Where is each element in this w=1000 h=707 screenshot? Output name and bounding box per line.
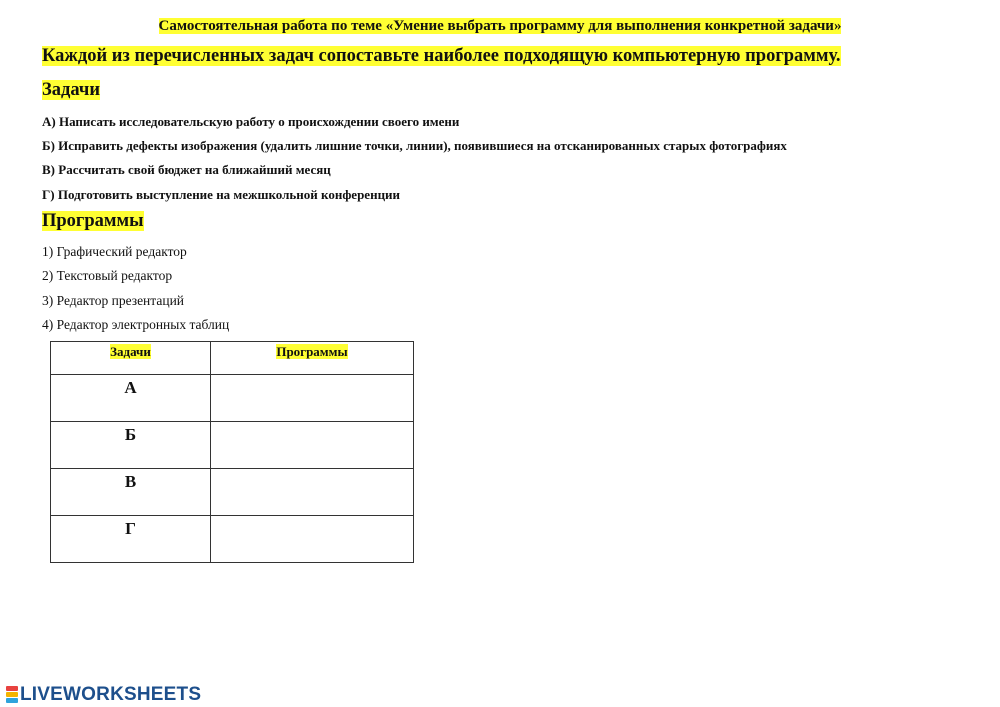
answer-cell[interactable] [211,469,414,516]
task-b: Б) Исправить дефекты изображения (удалить лишние точки, линии), появившиеся на отсканированных старых фотографиях [42,138,787,153]
program-4: 4) Редактор электронных таблиц [42,317,230,332]
row-letter: Б [51,422,211,469]
program-2: 2) Текстовый редактор [42,268,173,283]
task-a: А) Написать исследовательскую работу о происхождении своего имени [42,114,460,129]
instruction-text: Каждой из перечисленных задач сопоставьте наиболее подходящую компьютерную программу. [42,46,841,66]
answer-cell[interactable] [211,516,414,563]
header-programs: Программы [211,342,414,375]
table-row [51,469,414,516]
row-letter: А [51,375,211,422]
program-1: 1) Графический редактор [42,244,187,259]
task-v: В) Рассчитать свой бюджет на ближайший месяц [42,162,331,177]
liveworksheets-logo [6,684,201,706]
liveworksheets-logo-icon [6,686,18,704]
row-letter: Г [51,516,211,563]
answer-cell[interactable] [211,375,414,422]
table-row [51,516,414,563]
logo-text: LIVEWORKSHEETS [20,684,202,705]
tasks-heading: Задачи [42,80,100,100]
answer-table [50,341,414,563]
task-g: Г) Подготовить выступление на межшкольной конференции [42,187,401,202]
program-3: 3) Редактор презентаций [42,293,185,308]
table-row [51,422,414,469]
answer-cell[interactable] [211,422,414,469]
table-row [51,375,414,422]
worksheet-title: Самостоятельная работа по теме «Умение выбрать программу для выполнения конкретной задачи» [158,18,842,34]
header-tasks: Задачи [51,342,211,375]
table-header-row [51,342,414,375]
programs-heading: Программы [42,211,144,231]
row-letter: В [51,469,211,516]
